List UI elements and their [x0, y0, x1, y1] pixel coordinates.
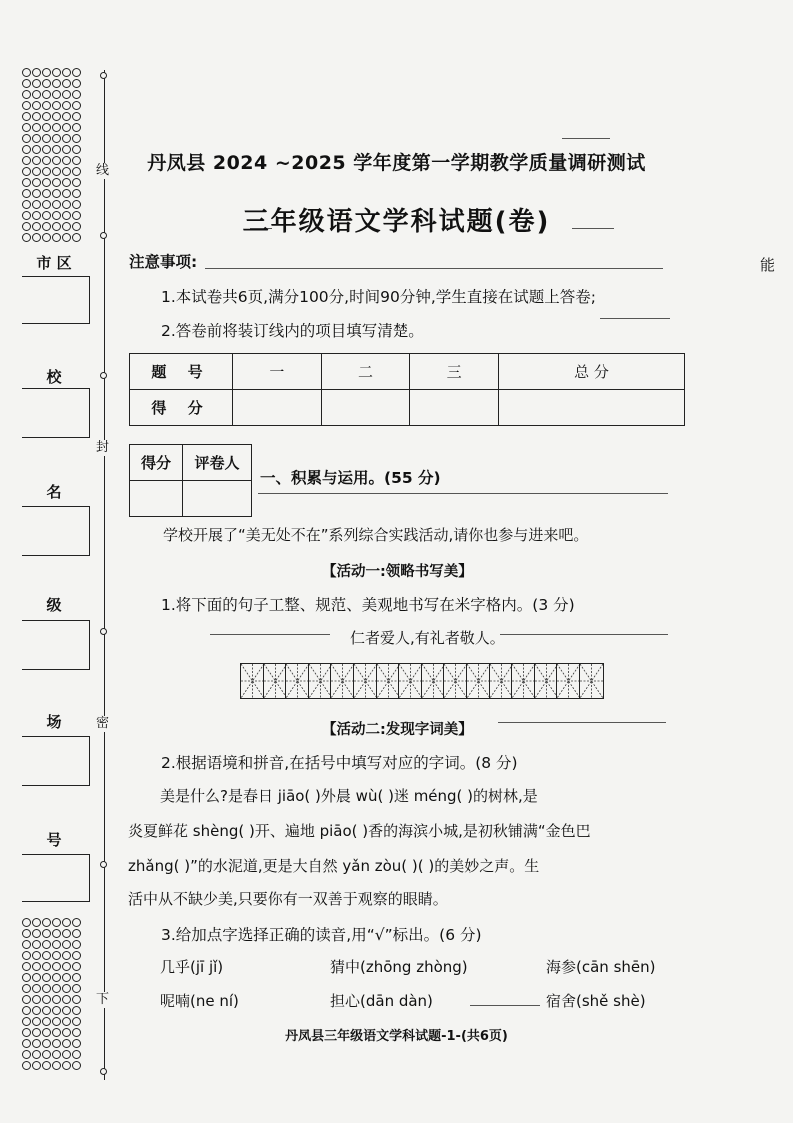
writing-grid-cell[interactable]: [535, 664, 558, 698]
binding-hole: [52, 918, 61, 927]
writing-grid-cell[interactable]: [557, 664, 580, 698]
score-cell[interactable]: [410, 390, 499, 426]
binding-hole: [52, 951, 61, 960]
score-table-col-total: 总 分: [499, 354, 685, 390]
decorative-line: [572, 228, 614, 229]
question-1: 1.将下面的句子工整、规范、美观地书写在米字格内。(3 分): [161, 596, 575, 614]
binding-hole: [22, 101, 31, 110]
binding-hole: [22, 962, 31, 971]
binding-hole-row: [22, 962, 90, 973]
binding-hole: [32, 1061, 41, 1070]
binding-hole: [52, 1006, 61, 1015]
binding-hole: [72, 929, 81, 938]
binding-hole: [72, 918, 81, 927]
binding-hole: [62, 79, 71, 88]
decorative-line: [470, 1005, 540, 1006]
binding-hole: [42, 101, 51, 110]
binding-hole: [22, 929, 31, 938]
side-field-room-box[interactable]: [22, 736, 90, 786]
binding-hole: [22, 1050, 31, 1059]
binding-hole: [52, 112, 61, 121]
binding-hole: [22, 189, 31, 198]
binding-hole-row: [22, 951, 90, 962]
binding-hole: [42, 929, 51, 938]
binding-hole: [72, 90, 81, 99]
binding-hole: [22, 940, 31, 949]
decorative-line: [600, 318, 670, 319]
binding-hole: [62, 962, 71, 971]
activity-1-heading: 【活动一:领略书写美】: [322, 564, 473, 580]
cut-line-char: 下: [96, 992, 110, 1007]
binding-hole: [22, 918, 31, 927]
binding-hole: [52, 90, 61, 99]
binding-hole: [42, 90, 51, 99]
binding-hole: [62, 973, 71, 982]
binding-hole: [32, 1050, 41, 1059]
binding-hole: [62, 178, 71, 187]
section-intro: 学校开展了“美无处不在”系列综合实践活动,请你也参与进来吧。: [163, 526, 589, 544]
binding-hole: [22, 90, 31, 99]
binding-hole: [22, 68, 31, 77]
binding-hole: [32, 123, 41, 132]
binding-hole: [72, 1050, 81, 1059]
side-field-number-box[interactable]: [22, 854, 90, 902]
decorative-line: [205, 268, 663, 269]
binding-hole: [72, 68, 81, 77]
pinyin-choice[interactable]: 几乎(jī jǐ): [160, 958, 224, 976]
binding-hole: [72, 995, 81, 1004]
decorative-line: [210, 634, 330, 635]
binding-hole: [42, 1050, 51, 1059]
binding-hole-row: [22, 940, 90, 951]
cut-line-char: 封: [96, 440, 110, 455]
question-2-line: 炎夏鲜花 shèng( )开、遍地 piāo( )香的海滨小城,是初秋铺满“金色巴: [128, 822, 591, 840]
binding-hole: [32, 973, 41, 982]
binding-hole: [72, 984, 81, 993]
binding-hole: [32, 90, 41, 99]
binding-hole-row: [22, 984, 90, 995]
side-field-number: 号: [46, 831, 62, 849]
binding-hole: [32, 929, 41, 938]
binding-hole: [72, 189, 81, 198]
cut-line-char: 密: [96, 716, 110, 731]
binding-hole: [32, 918, 41, 927]
binding-hole-row: [22, 123, 90, 134]
binding-dot: [100, 72, 107, 79]
binding-hole: [62, 112, 71, 121]
activity-2-heading: 【活动二:发现字词美】: [322, 722, 473, 738]
binding-hole: [72, 178, 81, 187]
binding-hole: [62, 68, 71, 77]
score-table-col-3: 三: [410, 354, 499, 390]
pinyin-choice[interactable]: 海参(cān shēn): [546, 958, 656, 976]
binding-hole: [42, 940, 51, 949]
binding-hole: [72, 973, 81, 982]
exam-title: 丹凤县 2024 ~2025 学年度第一学期教学质量调研测试: [147, 152, 646, 174]
binding-hole: [42, 68, 51, 77]
binding-hole: [62, 995, 71, 1004]
binding-hole: [52, 178, 61, 187]
binding-hole: [62, 984, 71, 993]
writing-grid-cell[interactable]: [241, 664, 264, 698]
writing-grid-cell[interactable]: [377, 664, 400, 698]
question-1-sentence: 仁者爱人,有礼者敬人。: [350, 629, 505, 647]
binding-hole: [32, 940, 41, 949]
side-field-city: 市 区: [36, 254, 72, 272]
binding-hole-row: [22, 1061, 90, 1072]
writing-grid-cell[interactable]: [467, 664, 490, 698]
side-field-school: 校: [46, 368, 62, 386]
binding-hole: [72, 112, 81, 121]
grader-table: [129, 444, 252, 517]
binding-hole: [62, 1050, 71, 1059]
binding-hole: [52, 101, 61, 110]
binding-hole: [72, 79, 81, 88]
score-cell[interactable]: [233, 390, 322, 426]
binding-hole: [42, 918, 51, 927]
binding-hole: [42, 178, 51, 187]
binding-hole: [22, 973, 31, 982]
writing-grid[interactable]: [240, 663, 604, 699]
binding-hole: [32, 995, 41, 1004]
binding-hole-row: [22, 178, 90, 189]
binding-hole: [22, 995, 31, 1004]
binding-hole-row: [22, 1050, 90, 1061]
side-field-room: 场: [46, 713, 62, 731]
binding-hole: [72, 962, 81, 971]
binding-hole: [22, 112, 31, 121]
binding-dot: [100, 372, 107, 379]
notice-item: 1.本试卷共6页,满分100分,时间90分钟,学生直接在试题上答卷;: [161, 288, 596, 306]
score-table-col-2: 二: [321, 354, 410, 390]
side-field-class-box[interactable]: [22, 620, 90, 670]
binding-hole: [42, 951, 51, 960]
stray-character: 能: [760, 256, 776, 274]
writing-grid-cell[interactable]: [580, 664, 603, 698]
binding-hole: [52, 68, 61, 77]
writing-grid-cell[interactable]: [490, 664, 513, 698]
binding-hole: [32, 134, 41, 143]
question-2-line: zhǎng( )”的水泥道,更是大自然 yǎn zòu( )( )的美妙之声。生: [128, 857, 540, 875]
score-table-score-label: 得 分: [130, 390, 233, 426]
binding-hole: [62, 929, 71, 938]
binding-hole-row: [22, 189, 90, 200]
binding-hole: [32, 68, 41, 77]
binding-hole: [42, 962, 51, 971]
binding-hole: [52, 973, 61, 982]
binding-hole: [62, 189, 71, 198]
binding-hole-row: [22, 929, 90, 940]
binding-hole: [32, 962, 41, 971]
binding-hole: [42, 123, 51, 132]
binding-hole: [72, 101, 81, 110]
binding-hole: [32, 1006, 41, 1015]
writing-grid-cell[interactable]: [331, 664, 354, 698]
binding-hole: [72, 1061, 81, 1070]
binding-hole: [62, 940, 71, 949]
decorative-line: [258, 493, 668, 494]
binding-hole: [52, 123, 61, 132]
binding-hole-row: [22, 918, 90, 929]
score-table-col-1: 一: [233, 354, 322, 390]
binding-hole-row: [22, 134, 90, 145]
binding-hole: [62, 123, 71, 132]
binding-hole: [72, 1006, 81, 1015]
decorative-line: [562, 138, 610, 139]
binding-hole-row: [22, 995, 90, 1006]
notice-item: 2.答卷前将装订线内的项目填写清楚。: [161, 322, 424, 340]
decorative-line: [500, 634, 668, 635]
writing-grid-cell[interactable]: [512, 664, 535, 698]
binding-hole: [42, 189, 51, 198]
decorative-line: [498, 722, 666, 723]
binding-hole: [32, 178, 41, 187]
grader-score-label: 得分: [130, 445, 183, 481]
side-field-city-box[interactable]: [22, 276, 90, 324]
binding-hole: [32, 101, 41, 110]
pinyin-choice[interactable]: 猜中(zhōng zhòng): [330, 958, 468, 976]
binding-hole: [22, 134, 31, 143]
binding-hole-row: [22, 90, 90, 101]
binding-hole: [22, 79, 31, 88]
grader-reviewer-label: 评卷人: [183, 445, 252, 481]
binding-hole: [52, 189, 61, 198]
grader-reviewer-cell[interactable]: [183, 481, 252, 517]
writing-grid-cell[interactable]: [264, 664, 287, 698]
binding-hole: [52, 995, 61, 1004]
binding-hole: [42, 134, 51, 143]
exam-subtitle: 三年级语文学科试题(卷): [242, 207, 551, 237]
binding-hole: [42, 984, 51, 993]
question-2-line: 美是什么?是春日 jiāo( )外晨 wù( )迷 méng( )的树林,是: [160, 787, 538, 805]
binding-hole: [32, 189, 41, 198]
binding-hole: [22, 123, 31, 132]
binding-hole: [72, 951, 81, 960]
binding-hole-row: [22, 101, 90, 112]
pinyin-choice[interactable]: 呢喃(ne ní): [160, 992, 239, 1010]
binding-hole-row: [22, 1006, 90, 1017]
page-footer: 丹凤县三年级语文学科试题-1-(共6页): [285, 1029, 508, 1044]
writing-grid-cell[interactable]: [444, 664, 467, 698]
binding-dot: [100, 861, 107, 868]
binding-dot: [100, 1068, 107, 1075]
binding-hole: [72, 134, 81, 143]
section-title: 一、积累与运用。(55 分): [260, 469, 441, 487]
binding-hole: [72, 123, 81, 132]
writing-grid-cell[interactable]: [399, 664, 422, 698]
score-cell[interactable]: [499, 390, 685, 426]
side-field-name: 名: [46, 483, 62, 501]
side-field-school-box[interactable]: [22, 388, 90, 438]
question-2: 2.根据语境和拼音,在括号中填写对应的字词。(8 分): [161, 754, 518, 772]
binding-hole: [52, 962, 61, 971]
binding-hole: [22, 1061, 31, 1070]
binding-hole-row: [22, 79, 90, 90]
binding-dot: [100, 628, 107, 635]
binding-hole-row: [22, 68, 90, 79]
score-cell[interactable]: [321, 390, 410, 426]
binding-hole: [42, 79, 51, 88]
binding-hole: [42, 112, 51, 121]
binding-hole: [42, 1061, 51, 1070]
pinyin-choice[interactable]: 担心(dān dàn): [330, 992, 433, 1010]
question-2-line: 活中从不缺少美,只要你有一双善于观察的眼睛。: [128, 890, 448, 908]
binding-hole: [52, 79, 61, 88]
question-3: 3.给加点字选择正确的读音,用“√”标出。(6 分): [161, 926, 482, 944]
writing-grid-cell[interactable]: [422, 664, 445, 698]
binding-hole: [42, 973, 51, 982]
binding-hole: [62, 90, 71, 99]
binding-hole: [62, 1061, 71, 1070]
binding-hole: [52, 1061, 61, 1070]
binding-hole: [52, 1050, 61, 1059]
side-field-class: 级: [46, 596, 62, 614]
binding-hole: [62, 918, 71, 927]
binding-hole: [62, 101, 71, 110]
binding-hole: [42, 1006, 51, 1015]
binding-hole: [32, 951, 41, 960]
notice-heading: 注意事项:: [129, 253, 198, 271]
binding-hole: [52, 929, 61, 938]
side-field-name-box[interactable]: [22, 506, 90, 556]
binding-hole: [52, 134, 61, 143]
binding-hole: [22, 951, 31, 960]
binding-hole: [62, 951, 71, 960]
binding-hole: [52, 940, 61, 949]
binding-hole: [32, 112, 41, 121]
pinyin-choice[interactable]: 宿舍(shě shè): [546, 992, 646, 1010]
binding-hole: [22, 1006, 31, 1015]
score-table-header-label: 题 号: [130, 354, 233, 390]
binding-hole: [72, 940, 81, 949]
binding-hole: [62, 134, 71, 143]
binding-hole: [32, 984, 41, 993]
writing-grid-cell[interactable]: [354, 664, 377, 698]
score-table: [129, 353, 685, 426]
writing-grid-cell[interactable]: [286, 664, 309, 698]
binding-hole: [22, 178, 31, 187]
binding-hole: [22, 984, 31, 993]
writing-grid-cell[interactable]: [309, 664, 332, 698]
binding-hole: [62, 1006, 71, 1015]
cut-line-char: 线: [96, 163, 110, 178]
binding-hole: [32, 79, 41, 88]
binding-hole-row: [22, 112, 90, 123]
binding-hole: [52, 984, 61, 993]
grader-score-cell[interactable]: [130, 481, 183, 517]
binding-hole-row: [22, 973, 90, 984]
binding-holes-bottom: [22, 918, 90, 1072]
binding-hole: [42, 995, 51, 1004]
